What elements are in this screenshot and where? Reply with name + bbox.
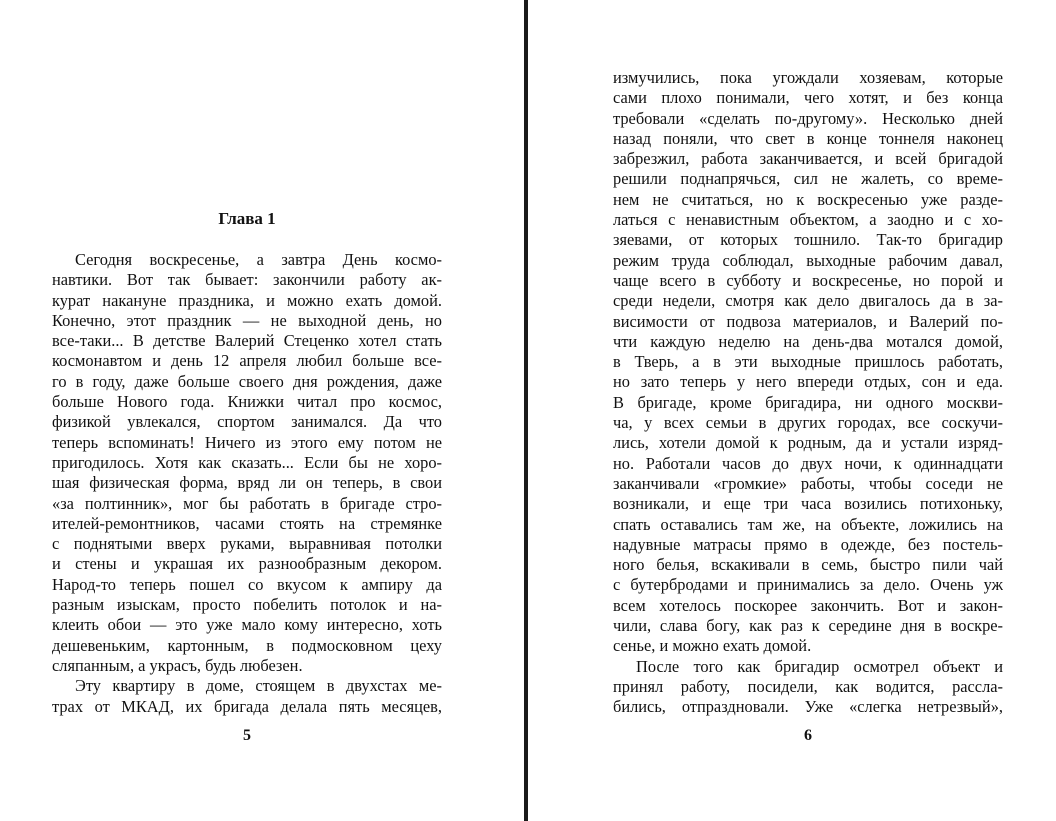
text-line: Эту квартиру в доме, стоящем в двухстах ме- [75,676,442,696]
text-line: курат накануне праздника, и можно ехать домой. [52,290,442,310]
text-line: «за полтинник», мог бы работать в бригаде стро- [52,493,442,513]
text-line: Сегодня воскресенье, а завтра День космо- [75,250,442,269]
text-line: разным изыскам, просто побелить потолок и на- [52,595,442,615]
text-line: требовали «сделать по-другому». Несколько дней [613,108,1003,128]
text-line: космонавтом и день 12 апреля любил больше все- [52,351,442,371]
text-line: забрезжил, работа заканчивается, и всей бригадой [613,149,1003,169]
text-line: все-таки... В детстве Валерий Стеценко хотел стать [52,331,442,351]
text-line: измучились, пока угождали хозяевам, которые [613,68,1003,87]
text-line: После того как бригадир осмотрел объект и [636,656,1003,676]
text-line: теперь вспоминать! Ничего из этого ему потом не [52,432,442,452]
text-line: бились, отпраздновали. Уже «слегка нетрезвый», [613,697,1003,717]
text-line: возникали, и еще три часа возились потихоньку, [613,494,1003,514]
text-line: висимости от подвоза материалов, и Валерий по- [613,311,1003,331]
text-line: сенье, и можно ехать домой. [613,636,812,656]
text-line: пригодилось. Хотя как сказать... Если бы не хоро- [52,452,442,472]
text-line: всем хотелось поскорее закончить. Вот и закон- [613,595,1003,615]
text-line: ителей-ремонтников, часами стоять на стремянке [52,513,442,533]
text-line: заканчивали «громкие» работы, чтобы соседи не [613,473,1003,493]
text-line: с бутербродами и принимались за дело. Очень уж [613,575,1003,595]
text-line: и стены и украшая их разнообразным декором. [52,554,442,574]
text-line: но. Работали часов до двух ночи, к одиннадцати [613,453,1003,473]
text-line: чти каждую неделю на день-два мотался домой, [613,331,1003,351]
text-line: среди недели, смотря как дело двигалось да в за- [613,291,1003,311]
text-line: Конечно, этот праздник — не выходной день, но [52,310,442,330]
text-line: лись, хотели домой к родным, да и устали изряд- [613,433,1003,453]
chapter-title: Глава 1 [218,209,276,228]
text-line: зяевами, от которых тошнило. Так-то бригадир [613,230,1003,250]
text-line: принял работу, посидели, как водится, рассла- [613,676,1003,696]
text-line: ча, у всех семьи в других городах, все соскучи- [613,413,1003,433]
text-line: в Тверь, а в эти выходные пришлось работать, [613,352,1003,372]
left-page [52,0,442,821]
text-line: сами плохо понимали, чего хотят, и без конца [613,88,1003,108]
text-line: больше Нового года. Книжки читал про космос, [52,392,442,412]
text-line: спать оставались там же, на объекте, ложились на [613,514,1003,534]
text-line: нем не считаться, но к воскресенью уже разде- [613,189,1003,209]
text-line: шая физическая форма, вряд ли он теперь, в свои [52,473,442,493]
right-page-number: 6 [804,727,812,744]
text-line: ного белья, вскакивали в семь, быстро пили чай [613,555,1003,575]
text-line: физикой увлекался, спортом занимался. Да что [52,412,442,432]
text-line: чили, слава богу, как раз к середине дня в воскре- [613,616,1003,636]
right-page [613,0,1003,821]
left-page-number: 5 [243,727,251,744]
left-page-text [52,250,442,717]
text-line: навтики. Вот так бывает: закончили работу ак- [52,270,442,290]
text-line: го в году, даже больше своего дня рождения, даже [52,371,442,391]
text-line: решили поднапрячься, сил не жалеть, со време- [613,169,1003,189]
text-line: латься с ненавистным объектом, а заодно и с хо- [613,210,1003,230]
text-line: режим труда соблюдал, выходные рабочим давал, [613,250,1003,270]
book-spine-divider [524,0,528,821]
text-line: чаще всего в субботу и воскресенье, но порой и [613,270,1003,290]
text-line: назад поняли, что свет в конце тоннеля наконец [613,128,1003,148]
text-line: трах от МКАД, их бригада делала пять месяцев, [52,696,442,716]
text-line: надувные матрасы прямо в одежде, без постель- [613,534,1003,554]
right-page-text [613,68,1003,718]
text-line: дешевеньким, картонным, в подмосковном цеху [52,635,442,655]
text-line: но зато теперь у него впереди отдых, сон и еда. [613,372,1003,392]
text-line: с поднятыми вверх руками, выравнивая потолки [52,534,442,554]
text-line: клеить обои — это уже мало кому интересно, хоть [52,615,442,635]
text-line: Народ-то теперь пошел со вкусом к ампиру да [52,574,442,594]
text-line: В бригаде, кроме бригадира, ни одного москви- [613,392,1003,412]
text-line: сляпанным, а украсъ, будь любезен. [52,655,303,675]
